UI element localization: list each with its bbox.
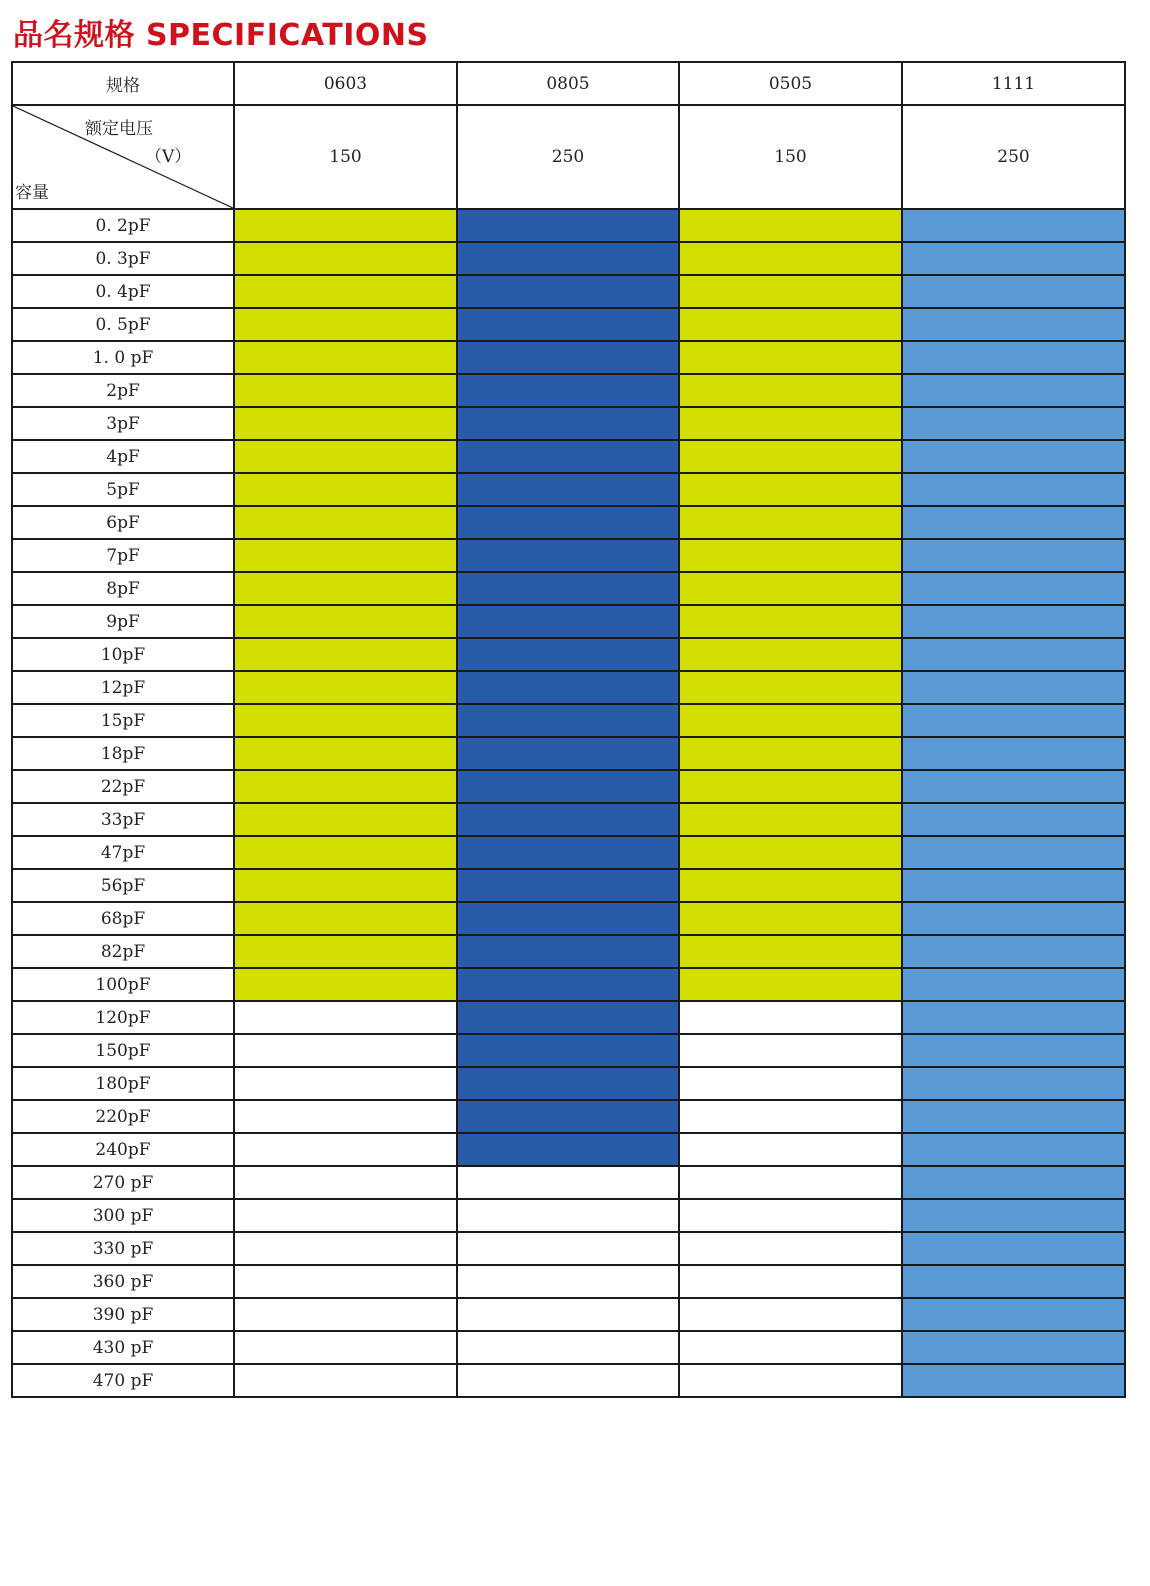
availability-cell-filled [902, 671, 1125, 704]
availability-cell-filled [679, 374, 902, 407]
availability-cell-filled [679, 341, 902, 374]
capacity-value: 22pF [12, 770, 234, 803]
capacity-value: 68pF [12, 902, 234, 935]
table-row [12, 968, 1125, 1001]
availability-cell-filled [902, 1166, 1125, 1199]
availability-cell-filled [457, 1067, 679, 1100]
availability-cell-filled [902, 902, 1125, 935]
availability-cell-filled [679, 902, 902, 935]
availability-cell-filled [234, 968, 457, 1001]
table-row [12, 605, 1125, 638]
table-row [12, 308, 1125, 341]
rated-voltage-label: 额定电压 [85, 119, 153, 139]
availability-cell-filled [234, 308, 457, 341]
table-row [12, 935, 1125, 968]
capacity-value: 3pF [12, 407, 234, 440]
availability-cell-empty [679, 1100, 902, 1133]
availability-cell-empty [234, 1199, 457, 1232]
capacity-value: 220pF [12, 1100, 234, 1133]
availability-cell-filled [902, 935, 1125, 968]
availability-cell-filled [902, 506, 1125, 539]
availability-cell-empty [234, 1265, 457, 1298]
availability-cell-empty [234, 1331, 457, 1364]
table-row [12, 539, 1125, 572]
availability-cell-filled [902, 242, 1125, 275]
availability-cell-filled [457, 935, 679, 968]
availability-cell-filled [902, 869, 1125, 902]
availability-cell-filled [902, 1001, 1125, 1034]
availability-cell-filled [234, 605, 457, 638]
availability-cell-filled [679, 275, 902, 308]
capacity-value: 7pF [12, 539, 234, 572]
availability-cell-empty [234, 1034, 457, 1067]
availability-cell-filled [679, 770, 902, 803]
table-row [12, 1166, 1125, 1199]
availability-cell-filled [234, 473, 457, 506]
availability-cell-filled [234, 737, 457, 770]
capacity-value: 82pF [12, 935, 234, 968]
availability-cell-filled [902, 1100, 1125, 1133]
availability-cell-filled [679, 572, 902, 605]
size-header-0603: 0603 [234, 62, 457, 105]
table-row [12, 1100, 1125, 1133]
availability-cell-empty [679, 1067, 902, 1100]
availability-cell-filled [902, 440, 1125, 473]
table-row [12, 1364, 1125, 1397]
availability-cell-filled [679, 242, 902, 275]
voltage-1111: 250 [902, 105, 1125, 209]
availability-cell-filled [679, 440, 902, 473]
availability-cell-filled [234, 902, 457, 935]
availability-cell-filled [457, 737, 679, 770]
capacity-value: 120pF [12, 1001, 234, 1034]
table-row [12, 671, 1125, 704]
capacity-value: 0. 3pF [12, 242, 234, 275]
availability-cell-filled [902, 1034, 1125, 1067]
availability-cell-filled [902, 737, 1125, 770]
size-header-0805: 0805 [457, 62, 679, 105]
availability-cell-filled [457, 1100, 679, 1133]
availability-cell-filled [457, 803, 679, 836]
table-row [12, 209, 1125, 242]
capacity-value: 0. 4pF [12, 275, 234, 308]
availability-cell-filled [457, 1034, 679, 1067]
table-row [12, 638, 1125, 671]
capacity-value: 4pF [12, 440, 234, 473]
availability-cell-empty [234, 1166, 457, 1199]
availability-cell-filled [457, 902, 679, 935]
table-row [12, 1001, 1125, 1034]
table-row [12, 704, 1125, 737]
capacity-value: 15pF [12, 704, 234, 737]
availability-cell-filled [902, 1067, 1125, 1100]
table-row [12, 407, 1125, 440]
availability-cell-filled [679, 308, 902, 341]
capacity-value: 300 pF [12, 1199, 234, 1232]
table-row [12, 1265, 1125, 1298]
table-row [12, 440, 1125, 473]
size-header-row [12, 62, 1125, 105]
table-row [12, 1199, 1125, 1232]
availability-cell-filled [902, 572, 1125, 605]
availability-cell-filled [234, 407, 457, 440]
availability-cell-filled [679, 869, 902, 902]
size-header-1111: 1111 [902, 62, 1125, 105]
availability-cell-filled [679, 209, 902, 242]
availability-cell-filled [679, 968, 902, 1001]
availability-cell-empty [679, 1232, 902, 1265]
availability-cell-empty [679, 1133, 902, 1166]
availability-cell-filled [234, 638, 457, 671]
table-row [12, 869, 1125, 902]
availability-cell-filled [902, 1331, 1125, 1364]
availability-cell-empty [234, 1232, 457, 1265]
availability-cell-filled [679, 704, 902, 737]
table-row [12, 836, 1125, 869]
availability-cell-filled [902, 605, 1125, 638]
capacity-value: 8pF [12, 572, 234, 605]
availability-cell-filled [457, 572, 679, 605]
availability-cell-filled [457, 770, 679, 803]
diagonal-header-cell [12, 105, 234, 209]
availability-cell-filled [679, 473, 902, 506]
capacity-value: 6pF [12, 506, 234, 539]
table-row [12, 341, 1125, 374]
spec-header-label: 规格 [12, 62, 234, 105]
availability-cell-filled [234, 572, 457, 605]
availability-cell-filled [679, 605, 902, 638]
table-row [12, 1067, 1125, 1100]
capacity-value: 47pF [12, 836, 234, 869]
capacity-value: 360 pF [12, 1265, 234, 1298]
availability-cell-filled [234, 374, 457, 407]
capacity-value: 390 pF [12, 1298, 234, 1331]
availability-cell-filled [457, 308, 679, 341]
availability-cell-empty [457, 1331, 679, 1364]
availability-cell-filled [902, 803, 1125, 836]
availability-cell-empty [234, 1100, 457, 1133]
availability-cell-empty [234, 1364, 457, 1397]
availability-cell-empty [234, 1298, 457, 1331]
availability-cell-filled [679, 539, 902, 572]
capacity-value: 150pF [12, 1034, 234, 1067]
availability-cell-filled [457, 374, 679, 407]
availability-cell-empty [457, 1298, 679, 1331]
capacity-value: 56pF [12, 869, 234, 902]
capacity-value: 9pF [12, 605, 234, 638]
availability-cell-filled [902, 473, 1125, 506]
availability-cell-filled [234, 704, 457, 737]
availability-cell-empty [679, 1034, 902, 1067]
table-row [12, 902, 1125, 935]
availability-cell-filled [457, 539, 679, 572]
availability-cell-filled [902, 275, 1125, 308]
availability-cell-filled [457, 671, 679, 704]
availability-cell-filled [457, 1001, 679, 1034]
table-row [12, 242, 1125, 275]
capacity-value: 10pF [12, 638, 234, 671]
capacity-value: 33pF [12, 803, 234, 836]
capacity-value: 0. 2pF [12, 209, 234, 242]
availability-cell-filled [457, 209, 679, 242]
availability-cell-filled [679, 638, 902, 671]
availability-cell-filled [457, 473, 679, 506]
availability-cell-filled [457, 836, 679, 869]
availability-cell-filled [234, 539, 457, 572]
availability-cell-empty [457, 1364, 679, 1397]
availability-cell-filled [902, 1265, 1125, 1298]
capacity-value: 180pF [12, 1067, 234, 1100]
availability-cell-filled [902, 1232, 1125, 1265]
availability-cell-filled [679, 737, 902, 770]
availability-cell-filled [902, 374, 1125, 407]
availability-cell-filled [234, 803, 457, 836]
capacity-value: 240pF [12, 1133, 234, 1166]
availability-cell-empty [679, 1265, 902, 1298]
capacity-value: 100pF [12, 968, 234, 1001]
capacity-value: 1. 0 pF [12, 341, 234, 374]
availability-cell-filled [234, 869, 457, 902]
availability-cell-filled [234, 935, 457, 968]
availability-cell-empty [679, 1166, 902, 1199]
availability-cell-filled [902, 539, 1125, 572]
availability-cell-filled [457, 275, 679, 308]
availability-cell-filled [902, 770, 1125, 803]
page-title: 品名规格 SPECIFICATIONS [13, 18, 429, 53]
availability-cell-filled [902, 209, 1125, 242]
table-row [12, 1034, 1125, 1067]
availability-cell-filled [902, 1199, 1125, 1232]
availability-cell-filled [234, 209, 457, 242]
availability-cell-filled [457, 1133, 679, 1166]
table-row [12, 770, 1125, 803]
availability-cell-filled [902, 1364, 1125, 1397]
table-row [12, 506, 1125, 539]
table-row [12, 572, 1125, 605]
availability-cell-empty [457, 1265, 679, 1298]
table-row [12, 1331, 1125, 1364]
availability-cell-filled [679, 803, 902, 836]
voltage-row [12, 105, 1125, 209]
availability-cell-filled [902, 308, 1125, 341]
availability-cell-empty [679, 1298, 902, 1331]
capacity-label: 容量 [15, 183, 49, 203]
availability-cell-filled [679, 836, 902, 869]
availability-cell-filled [902, 1133, 1125, 1166]
availability-cell-empty [234, 1001, 457, 1034]
availability-cell-filled [902, 704, 1125, 737]
capacity-value: 2pF [12, 374, 234, 407]
availability-cell-filled [457, 341, 679, 374]
capacity-value: 0. 5pF [12, 308, 234, 341]
availability-cell-empty [679, 1199, 902, 1232]
availability-cell-filled [457, 407, 679, 440]
table-row [12, 275, 1125, 308]
availability-cell-filled [234, 836, 457, 869]
availability-cell-filled [457, 638, 679, 671]
table-row [12, 737, 1125, 770]
availability-cell-filled [457, 704, 679, 737]
table-row [12, 1133, 1125, 1166]
voltage-0505: 150 [679, 105, 902, 209]
availability-cell-filled [457, 242, 679, 275]
specifications-table [11, 61, 1126, 1398]
availability-cell-empty [457, 1199, 679, 1232]
availability-cell-filled [902, 968, 1125, 1001]
table-row [12, 803, 1125, 836]
availability-cell-filled [234, 341, 457, 374]
availability-cell-filled [457, 440, 679, 473]
availability-cell-filled [679, 506, 902, 539]
availability-cell-filled [234, 671, 457, 704]
table-row [12, 473, 1125, 506]
availability-cell-empty [679, 1001, 902, 1034]
availability-cell-filled [457, 605, 679, 638]
voltage-0805: 250 [457, 105, 679, 209]
size-header-0505: 0505 [679, 62, 902, 105]
availability-cell-filled [902, 836, 1125, 869]
availability-cell-filled [679, 671, 902, 704]
availability-cell-filled [902, 638, 1125, 671]
availability-cell-filled [234, 506, 457, 539]
capacity-value: 430 pF [12, 1331, 234, 1364]
availability-cell-empty [234, 1133, 457, 1166]
availability-cell-empty [457, 1166, 679, 1199]
voltage-0603: 150 [234, 105, 457, 209]
availability-cell-filled [902, 341, 1125, 374]
capacity-value: 5pF [12, 473, 234, 506]
capacity-value: 270 pF [12, 1166, 234, 1199]
capacity-value: 470 pF [12, 1364, 234, 1397]
table-row [12, 374, 1125, 407]
availability-cell-empty [234, 1067, 457, 1100]
availability-cell-filled [457, 968, 679, 1001]
capacity-value: 12pF [12, 671, 234, 704]
availability-cell-empty [679, 1364, 902, 1397]
availability-cell-filled [457, 506, 679, 539]
availability-cell-filled [234, 770, 457, 803]
voltage-unit-label: （V） [145, 147, 192, 167]
capacity-value: 330 pF [12, 1232, 234, 1265]
availability-cell-filled [679, 935, 902, 968]
availability-cell-filled [234, 242, 457, 275]
availability-cell-filled [902, 1298, 1125, 1331]
availability-cell-filled [902, 407, 1125, 440]
availability-cell-filled [234, 275, 457, 308]
availability-cell-filled [457, 869, 679, 902]
capacity-value: 18pF [12, 737, 234, 770]
availability-cell-filled [234, 440, 457, 473]
availability-cell-filled [679, 407, 902, 440]
table-row [12, 1298, 1125, 1331]
availability-cell-empty [457, 1232, 679, 1265]
availability-cell-empty [679, 1331, 902, 1364]
table-row [12, 1232, 1125, 1265]
